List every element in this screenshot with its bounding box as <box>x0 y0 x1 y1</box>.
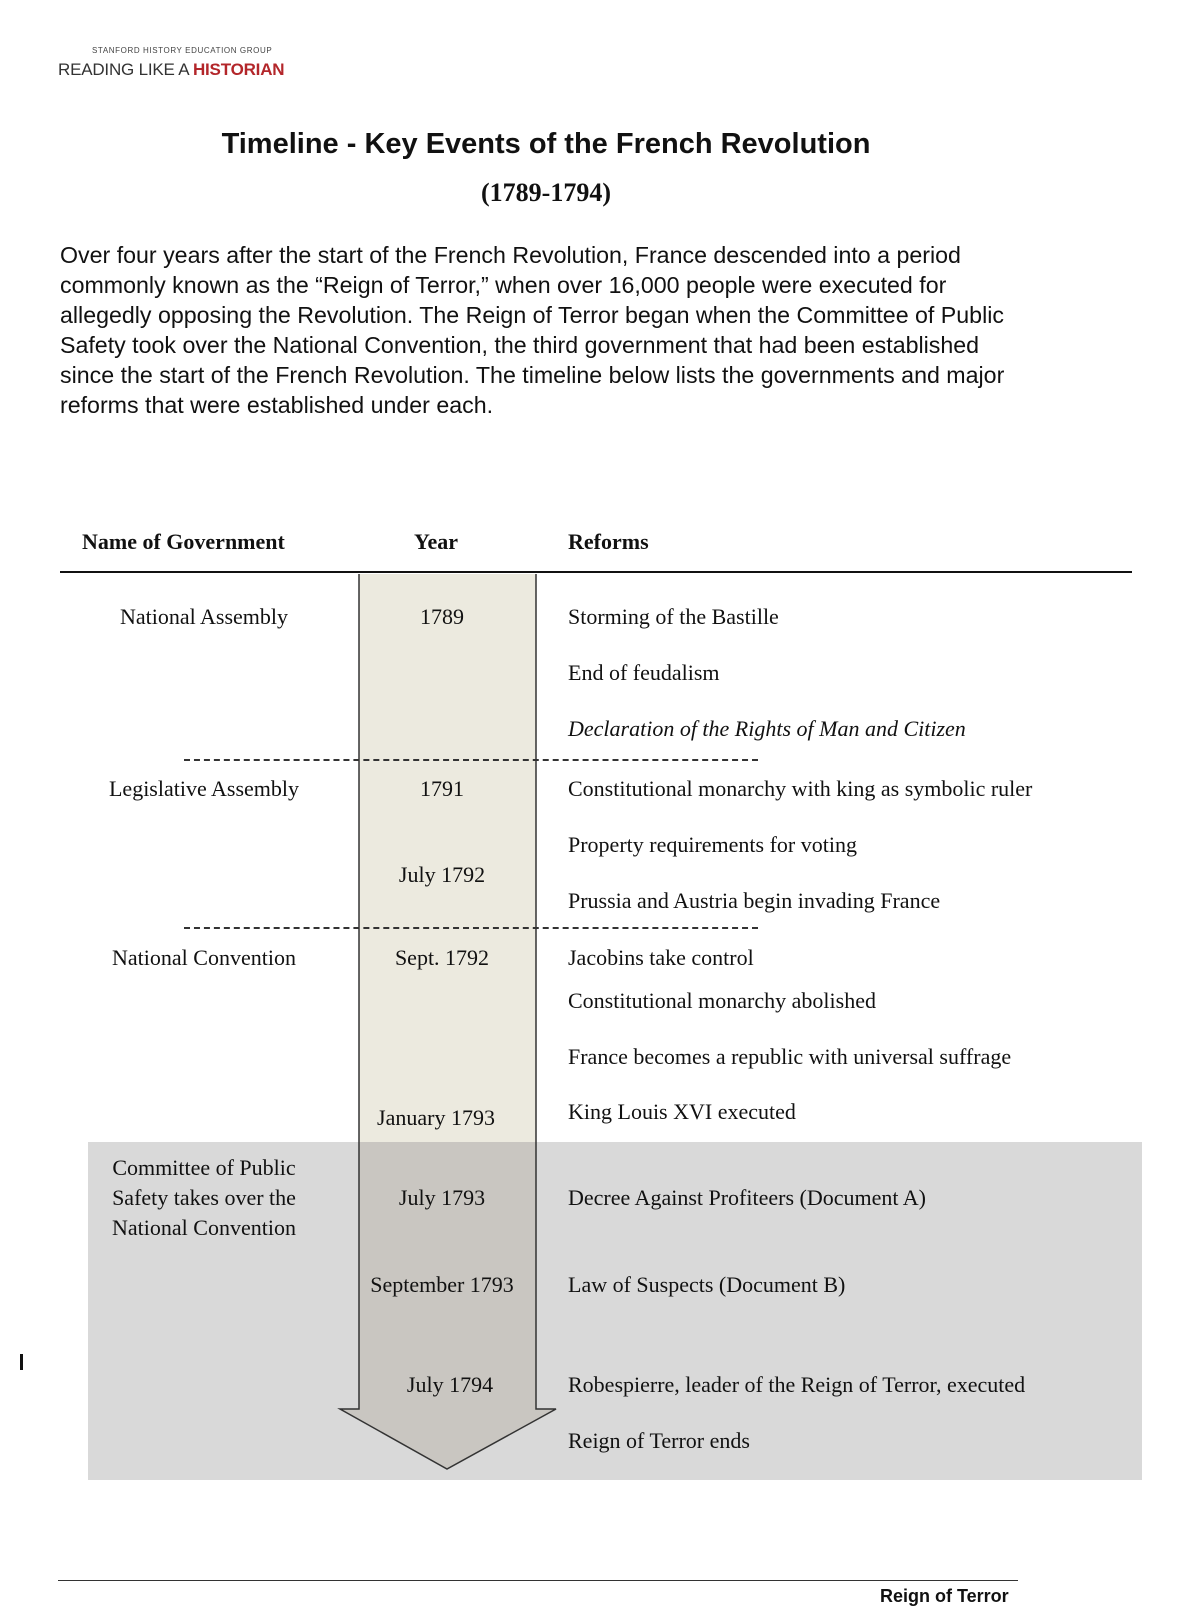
reform-item: Constitutional monarchy abolished <box>568 988 876 1013</box>
year-1789: 1789 <box>420 604 464 629</box>
reform-item: Robespierre, leader of the Reign of Terror, executed <box>568 1372 1026 1397</box>
arrow-upper-fill <box>359 574 536 1142</box>
header-reforms: Reforms <box>568 529 649 554</box>
government-committee-line-1: Committee of Public <box>112 1155 296 1180</box>
footer-label: Reign of Terror <box>880 1586 1009 1606</box>
government-national-convention: National Convention <box>112 945 296 970</box>
header-rule <box>60 571 1132 573</box>
logo-tagline: STANFORD HISTORY EDUCATION GROUP <box>92 46 273 55</box>
year-july-1794: July 1794 <box>406 1372 494 1397</box>
reform-item: Decree Against Profiteers (Document A) <box>568 1185 926 1210</box>
year-july-1792: July 1792 <box>398 862 486 887</box>
reform-item: Prussia and Austria begin invading France <box>568 888 941 913</box>
reform-item: France becomes a republic with universal suffrage <box>568 1044 1012 1069</box>
year-september-1793: September 1793 <box>370 1272 514 1297</box>
intro-paragraph: Over four years after the start of the French Revolution, France descended into a period commonly known as the “Reign of Terror,” when over 16,000 people were executed for allegedly opposing the Revolution. The Reign of Terror began when the Committee of Public Safety took over the National Convention, the third government that had been established since the start of the French Revolution. The timeline below lists the governments and major reforms that were established under each. <box>60 242 1005 418</box>
reform-item: Jacobins take control <box>568 945 754 970</box>
year-january-1793: January 1793 <box>377 1105 495 1130</box>
logo-highlight: HISTORIAN <box>192 60 285 79</box>
logo-prefix: READING LIKE A <box>58 60 193 79</box>
margin-marker <box>20 1354 23 1370</box>
reform-item: Property requirements for voting <box>568 832 857 857</box>
year-sept-1792: Sept. 1792 <box>394 945 490 970</box>
government-legislative-assembly: Legislative Assembly <box>108 776 300 801</box>
header-government: Name of Government <box>82 529 285 554</box>
page-title: Timeline - Key Events of the French Revolution <box>221 128 871 160</box>
divider-dashed <box>184 759 758 761</box>
reform-item: End of feudalism <box>568 660 720 685</box>
reform-item: Reign of Terror ends <box>568 1428 750 1453</box>
reform-item: Law of Suspects (Document B) <box>568 1272 846 1297</box>
header-year: Year <box>414 529 458 554</box>
reform-item: Storming of the Bastille <box>568 604 779 629</box>
reform-item: King Louis XVI executed <box>568 1099 796 1124</box>
reform-item: Declaration of the Rights of Man and Citizen <box>568 716 966 741</box>
government-national-assembly: National Assembly <box>119 604 289 629</box>
page-subtitle: (1789-1794) <box>481 178 611 207</box>
year-1791: 1791 <box>420 776 464 801</box>
government-committee-line-2: Safety takes over the <box>112 1185 296 1210</box>
footer-rule <box>58 1580 1018 1581</box>
divider-dashed <box>184 927 758 929</box>
year-july-1793: July 1793 <box>398 1185 486 1210</box>
reform-item: Constitutional monarchy with king as symbolic ruler <box>568 776 1033 801</box>
government-committee-line-3: National Convention <box>112 1215 296 1240</box>
